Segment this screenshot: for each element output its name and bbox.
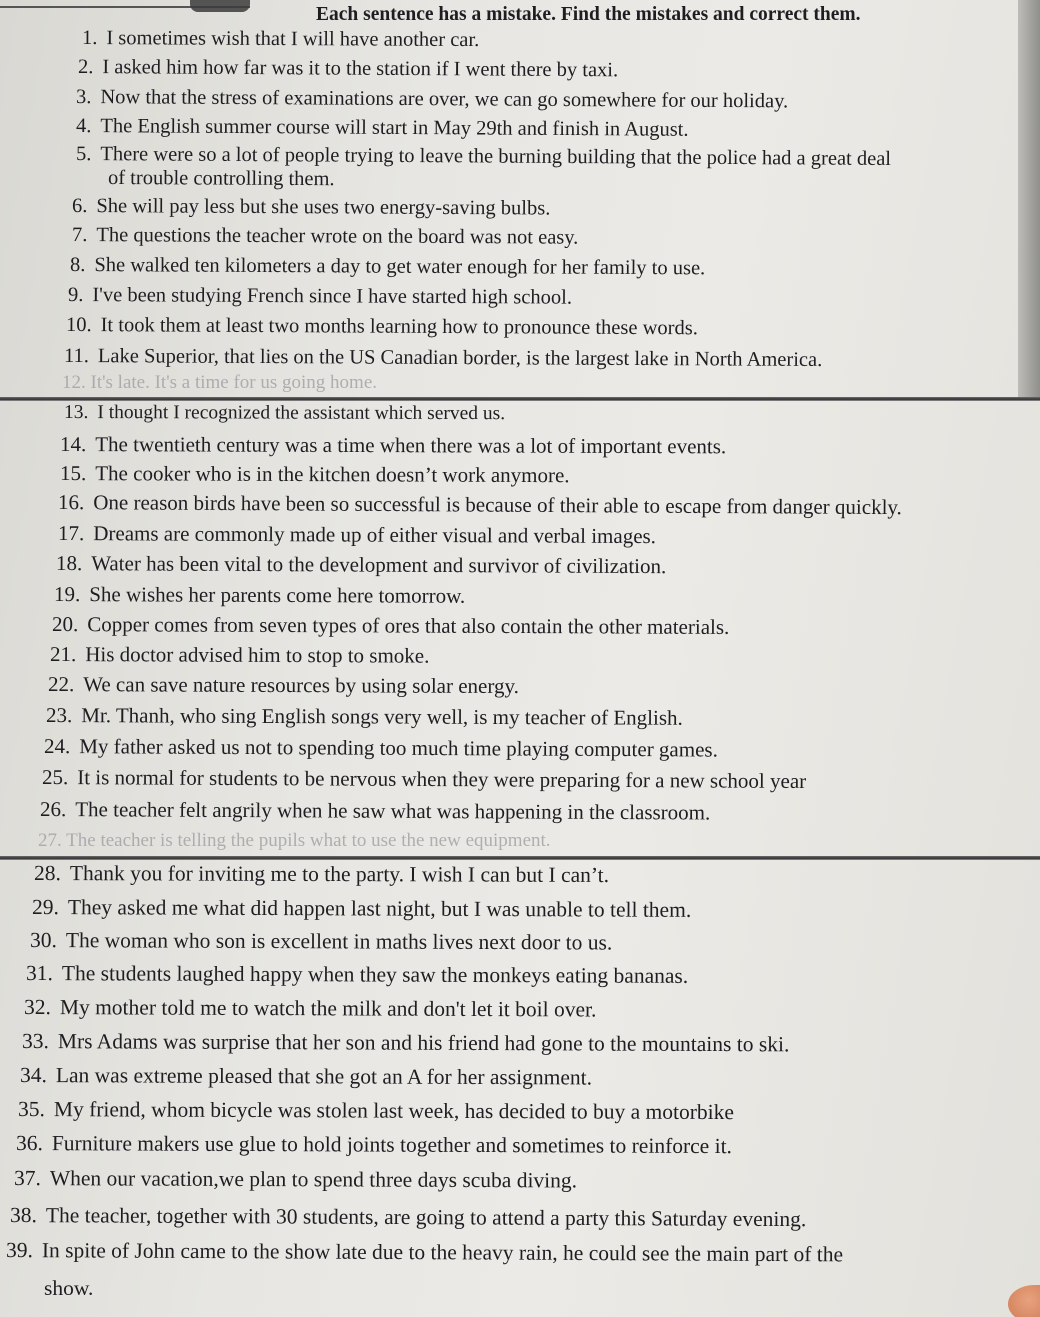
sentence-text: My father asked us not to spending too much time playing computer games. (79, 734, 718, 762)
paper-fold-line (0, 856, 1040, 860)
sentence-text: I've been studying French since I have started high school. (92, 284, 573, 309)
sentence-number: 39. (5, 1238, 33, 1263)
sentence-item (76, 115, 689, 142)
sentence-number: 38. (9, 1203, 37, 1228)
sentence-text: The twentieth century was a time when there was a lot of important events. (95, 432, 727, 459)
sentence-item (16, 1131, 732, 1159)
sentence-item (46, 703, 683, 731)
sentence-text: There were so a lot of people trying to leave the burning building that the police had a great deal (100, 143, 892, 170)
sentence-item (54, 582, 465, 609)
sentence-text: Copper comes from seven types of ores that also contain the other materials. (87, 612, 730, 639)
sentence-text: The students laughed happy when they saw the monkeys eating bananas. (61, 961, 689, 988)
sentence-item (48, 672, 519, 699)
sentence-text: Now that the stress of examinations are over, we can go somewhere for our holiday. (100, 86, 789, 113)
sentence-text: I thought I recognized the assistant which served us. (97, 402, 506, 425)
sentence-number: 13. (63, 402, 89, 424)
sentence-text: Furniture makers use glue to hold joints together and sometimes to reinforce it. (51, 1131, 733, 1159)
sentence-item (30, 928, 612, 956)
faded-sentence-12: 12. It's late. It's a time for us going home. (62, 372, 378, 393)
page-edge-shadow (1018, 0, 1040, 400)
sentence-number: 20. (51, 612, 79, 637)
sentence-item (78, 56, 618, 82)
sentence-item (42, 765, 806, 794)
sentence-text: The questions the teacher wrote on the board was not easy. (96, 224, 579, 249)
sentence-text: The teacher, together with 30 students, are going to attend a party this Saturday evening. (45, 1203, 807, 1232)
sentence-number: 28. (33, 861, 61, 886)
sentence-text: The teacher felt angrily when he saw what was happening in the classroom. (75, 797, 711, 825)
sentence-number: 2. (77, 56, 94, 79)
sentence-text: She walked ten kilometers a day to get water enough for her family to use. (94, 254, 706, 280)
sentence-item (58, 521, 656, 549)
sentence-number: 14. (59, 432, 87, 457)
sentence-item (72, 195, 550, 221)
sentence-item (108, 167, 335, 191)
sentence-number: 9. (67, 284, 84, 307)
sentence-item (14, 1166, 577, 1193)
sentence-text: Water has been vital to the development and survivor of civilization. (91, 551, 667, 579)
sentence-number: 36. (15, 1131, 43, 1156)
sentence-item (26, 961, 688, 989)
sentence-item (68, 284, 572, 310)
sentence-text: It took them at least two months learning how to pronounce these words. (100, 314, 698, 340)
sentence-item (6, 1238, 843, 1267)
sentence-text: My mother told me to watch the milk and don't let it boil over. (59, 995, 597, 1022)
sentence-text: Lake Superior, that lies on the US Canadian border, is the largest lake in North America. (97, 345, 823, 371)
sentence-item (70, 254, 705, 280)
worksheet-instructions: Each sentence has a mistake. Find the mistakes and correct them. (316, 4, 861, 25)
sentence-number: 15. (59, 461, 87, 486)
sentence-text: Mr. Thanh, who sing English songs very well, is my teacher of English. (81, 703, 683, 730)
sentence-text: The woman who son is excellent in maths lives next door to us. (65, 928, 613, 955)
sentence-text: I sometimes wish that I will have another car. (106, 27, 480, 52)
sentence-item (34, 861, 609, 888)
sentence-text: The cooker who is in the kitchen doesn’t work anymore. (95, 461, 570, 488)
finger-corner (1008, 1285, 1040, 1317)
sentence-number: 6. (71, 195, 88, 218)
sentence-text: My friend, whom bicycle was stolen last week, has decided to buy a motorbike (53, 1097, 735, 1125)
sentence-item (64, 345, 822, 372)
sentence-text: Dreams are commonly made up of either visual and verbal images. (93, 521, 657, 549)
sentence-number: 31. (25, 961, 53, 986)
paper-fold-line (0, 397, 1040, 401)
sentence-item (82, 27, 479, 52)
sentence-item (44, 1276, 93, 1301)
sentence-number: 25. (41, 765, 69, 790)
sentence-number: 29. (31, 895, 59, 920)
sentence-number: 8. (69, 254, 86, 277)
sentence-item (52, 612, 729, 640)
sentence-text: The English summer course will start in May 29th and finish in August. (100, 115, 689, 141)
sentence-text: Thank you for inviting me to the party. I wish I can but I can’t. (69, 861, 610, 888)
sentence-text: They asked me what did happen last night, but I was unable to tell them. (67, 895, 692, 922)
sentence-text: It is normal for students to be nervous when they were preparing for a new school year (77, 765, 807, 794)
sentence-item (22, 1029, 789, 1057)
sentence-number: 30. (29, 928, 57, 953)
sentence-text: Mrs Adams was surprise that her son and his friend had gone to the mountains to ski. (57, 1029, 790, 1057)
sentence-number: 7. (71, 224, 88, 247)
sentence-item (18, 1097, 734, 1125)
sentence-item (44, 734, 718, 763)
sentence-number: 22. (47, 672, 75, 697)
sentence-item (66, 314, 698, 340)
sentence-number: 33. (21, 1029, 49, 1054)
sentence-text: We can save nature resources by using solar energy. (83, 672, 519, 699)
sentence-number: 32. (23, 995, 51, 1020)
sentence-item (72, 224, 578, 250)
sentence-item (60, 461, 570, 488)
sentence-number: 21. (49, 642, 77, 667)
sentence-number: 37. (13, 1166, 41, 1191)
sentence-item (32, 895, 691, 923)
sentence-number: 10. (65, 314, 92, 337)
sentence-item (40, 797, 710, 826)
sentence-text: His doctor advised him to stop to smoke. (85, 642, 430, 668)
sentence-number: 17. (57, 521, 85, 546)
sentence-number: 3. (75, 86, 92, 109)
sentence-item (60, 432, 726, 459)
sentence-text: of trouble controlling them. (107, 167, 335, 191)
sentence-text: In spite of John came to the show late due to the heavy rain, he could see the main part of the (41, 1238, 844, 1267)
sentence-number: 24. (43, 734, 71, 759)
sentence-item (20, 1063, 592, 1090)
sentence-number: 34. (19, 1063, 47, 1088)
sentence-text: She wishes her parents come here tomorrow. (89, 582, 466, 608)
sentence-number: 1. (81, 27, 98, 50)
sentence-item (24, 995, 596, 1022)
sentence-text: When our vacation,we plan to spend three days scuba diving. (49, 1166, 578, 1193)
sentence-number: 11. (63, 345, 89, 368)
sentence-item (10, 1203, 806, 1232)
sentence-number: 4. (75, 115, 92, 138)
sentence-number: 5. (75, 143, 92, 166)
sentence-number: 35. (17, 1097, 45, 1122)
faded-sentence-27: 27. The teacher is telling the pupils what to use the new equipment. (38, 830, 551, 851)
sentence-number: 18. (55, 551, 83, 576)
sentence-number: 26. (39, 797, 67, 822)
sentence-item (76, 86, 788, 113)
sentence-item (50, 642, 430, 669)
sentence-number: 19. (53, 582, 81, 607)
sentence-text: I asked him how far was it to the station if I went there by taxi. (102, 56, 619, 82)
sentence-item (56, 551, 666, 579)
sentence-text: show. (44, 1276, 94, 1300)
sentence-number: 16. (57, 490, 85, 515)
sentence-text: One reason birds have been so successful is because of their able to escape from danger quickly. (93, 490, 902, 520)
sentence-number: 23. (45, 703, 73, 728)
sentence-text: Lan was extreme pleased that she got an A for her assignment. (55, 1063, 593, 1090)
sentence-item (64, 402, 505, 425)
sentence-item (58, 490, 902, 520)
binder-clip (190, 0, 250, 12)
sentence-text: She will pay less but she uses two energy-saving bulbs. (96, 195, 551, 220)
